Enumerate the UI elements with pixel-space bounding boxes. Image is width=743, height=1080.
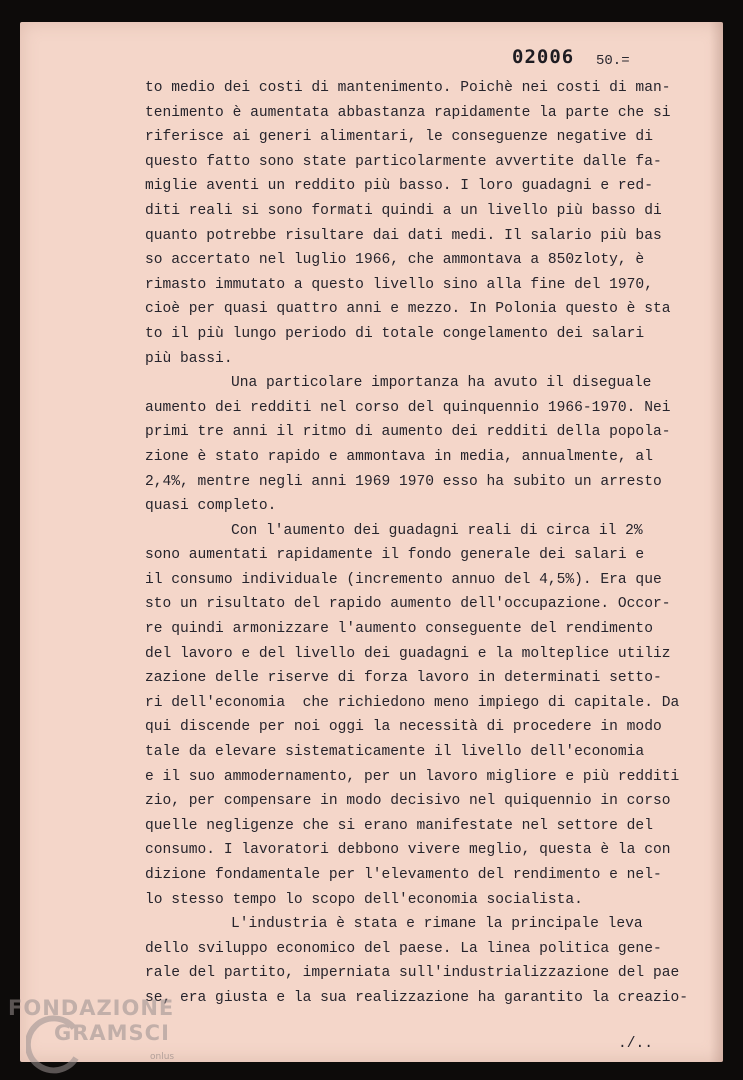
watermark-line2: GRAMSCI	[54, 1021, 170, 1045]
body-text	[145, 76, 705, 1011]
text-line: qui discende per noi oggi la necessità di procedere in modo	[145, 719, 662, 736]
text-line: ri dell'economia che richiedono meno impiego di capitale. Da	[145, 694, 680, 711]
paper-edge-shadow	[709, 22, 723, 1062]
text-line: dello sviluppo economico del paese. La linea politica gene-	[145, 940, 662, 957]
text-line: to medio dei costi di mantenimento. Poichè nei costi di man-	[145, 80, 671, 96]
text-line: miglie aventi un reddito più basso. I loro guadagni e red-	[145, 178, 653, 195]
text-line: rale del partito, imperniata sull'industrializzazione del pae	[145, 965, 680, 982]
text-line: to il più lungo periodo di totale congelamento dei salari	[145, 325, 645, 342]
text-line: quanto potrebbe risultare dai dati medi. Il salario più bas	[145, 227, 662, 244]
text-line: so accertato nel luglio 1966, che ammontava a 850zloty, è	[145, 252, 645, 269]
text-line: consumo. I lavoratori debbono vivere meglio, questa è la con	[145, 842, 671, 859]
text-line: tale da elevare sistematicamente il livello dell'economia	[145, 744, 645, 761]
text-line: sono aumentati rapidamente il fondo generale dei salari e	[145, 547, 645, 564]
text-line: e il suo ammodernamento, per un lavoro migliore e più redditi	[145, 768, 680, 785]
text-line: 2,4%, mentre negli anni 1969 1970 esso ha subito un arresto	[145, 473, 662, 490]
typewritten-sheet	[20, 22, 723, 1062]
text-line: il consumo individuale (incremento annuo del 4,5%). Era que	[145, 571, 662, 588]
text-line: sto un risultato del rapido aumento dell'occupazione. Occor-	[145, 596, 671, 613]
text-line: lo stesso tempo lo scopo dell'economia socialista.	[145, 891, 583, 908]
watermark-line1: FONDAZIONE	[8, 996, 175, 1020]
text-line: più bassi.	[145, 350, 233, 367]
text-line: diti reali si sono formati quindi a un livello più basso di	[145, 202, 662, 219]
text-line: quelle negligenze che si erano manifestate nel settore del	[145, 817, 653, 834]
text-line: Con l'aumento dei guadagni reali di circa il 2%	[231, 522, 643, 539]
fondazione-gramsci-watermark	[8, 996, 198, 1076]
text-line: quasi completo.	[145, 498, 277, 515]
text-line: zazione delle riserve di forza lavoro in determinati setto-	[145, 670, 662, 687]
text-line: tenimento è aumentata abbastanza rapidamente la parte che si	[145, 104, 671, 121]
text-line: questo fatto sono state particolarmente avvertite dalle fa-	[145, 153, 662, 170]
document-number-stamp: 02006	[512, 46, 575, 68]
text-line: L'industria è stata e rimane la principale leva	[231, 916, 643, 933]
text-line: rimasto immutato a questo livello sino alla fine del 1970,	[145, 276, 653, 293]
text-line: Una particolare importanza ha avuto il diseguale	[231, 375, 652, 392]
text-line: zione è stato rapido e ammontava in media, annualmente, al	[145, 448, 653, 465]
watermark-suffix: onlus	[150, 1052, 175, 1062]
continued-mark: ./..	[618, 1036, 654, 1052]
text-line: aumento dei redditi nel corso del quinquennio 1966-1970. Nei	[145, 399, 671, 416]
text-line: dizione fondamentale per l'elevamento del rendimento e nel-	[145, 867, 662, 883]
text-line: cioè per quasi quattro anni e mezzo. In Polonia questo è sta	[145, 301, 671, 318]
text-line: re quindi armonizzare l'aumento conseguente del rendimento	[145, 621, 653, 638]
page-number: 50.=	[596, 53, 630, 69]
text-line: del lavoro e del livello dei guadagni e la molteplice utiliz	[145, 645, 671, 662]
text-line: se, era giusta e la sua realizzazione ha garantito la creazio-	[145, 989, 688, 1006]
text-line: riferisce ai generi alimentari, le conseguenze negative di	[145, 129, 653, 146]
text-line: zio, per compensare in modo decisivo nel quiquennio in corso	[145, 793, 671, 810]
text-line: primi tre anni il ritmo di aumento dei redditi della popola-	[145, 424, 671, 441]
